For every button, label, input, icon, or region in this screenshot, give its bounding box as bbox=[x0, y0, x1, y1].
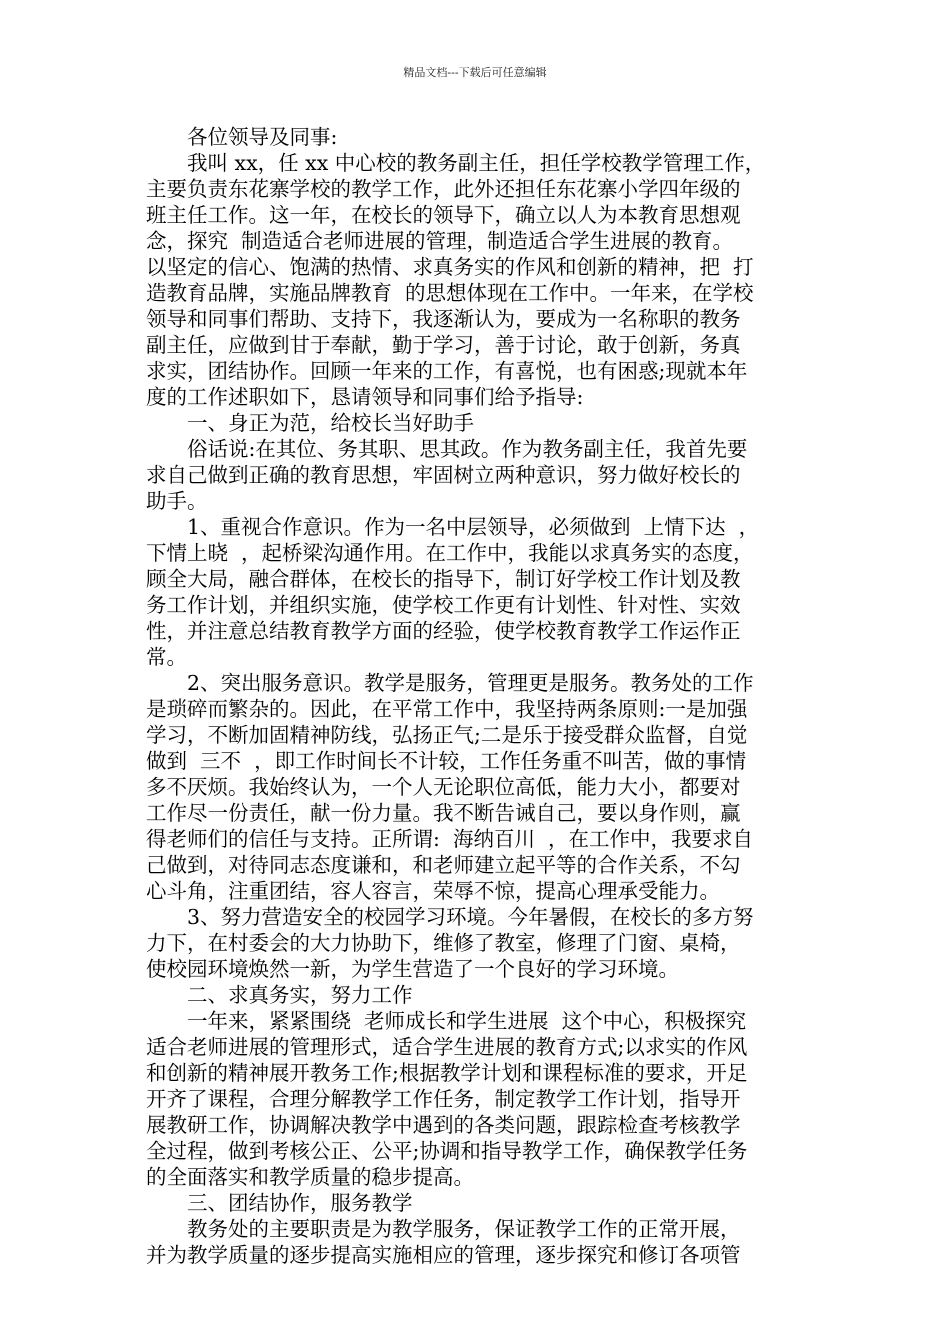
document-line: 力下，在村委会的大力协助下，维修了教室，修理了门窗、桌椅， bbox=[146, 931, 741, 955]
document-line: 3、努力营造安全的校园学习环境。今年暑假，在校长的多方努 bbox=[146, 905, 754, 929]
document-line: 主要负责东花寨学校的教学工作，此外还担任东花寨小学四年级的 bbox=[146, 177, 741, 201]
document-line: 副主任，应做到甘于奉献，勤于学习，善于讨论，敢于创新，务真 bbox=[146, 333, 741, 357]
document-line: 三、团结协作，服务教学 bbox=[146, 1191, 413, 1215]
document-line: 造教育品牌，实施品牌教育 的思想体现在工作中。一年来，在学校 bbox=[146, 281, 754, 305]
document-line: 念，探究 制造适合老师进展的管理，制造适合学生进展的教育。 bbox=[146, 229, 734, 253]
document-line: 1、重视合作意识。作为一名中层领导，必须做到 上情下达 ， bbox=[146, 515, 760, 539]
document-line: 各位领导及同事: bbox=[146, 125, 338, 149]
document-line: 的全面落实和教学质量的稳步提高。 bbox=[146, 1165, 474, 1189]
document-body bbox=[146, 124, 810, 1268]
document-line: 度的工作述职如下，恳请领导和同事们给予指导: bbox=[146, 385, 584, 409]
document-line: 工作尽一份责任，献一份力量。我不断告诫自己，要以身作则，赢 bbox=[146, 801, 741, 825]
document-line: 是琐碎而繁杂的。因此，在平常工作中，我坚持两条原则:一是加强 bbox=[146, 697, 748, 721]
document-line: 常。 bbox=[146, 645, 187, 669]
document-line: 做到 三不 ，即工作时间长不计较，工作任务重不叫苦，做的事情 bbox=[146, 749, 747, 773]
document-line: 性，并注意总结教育教学方面的经验，使学校教育教学工作运作正 bbox=[146, 619, 741, 643]
document-line: 一年来，紧紧围绕 老师成长和学生进展 这个中心，积极探究 bbox=[146, 1009, 747, 1033]
document-line: 顾全大局，融合群体，在校长的指导下，制订好学校工作计划及教 bbox=[146, 567, 741, 591]
document-line: 和创新的精神展开教务工作;根据教学计划和课程标准的要求，开足 bbox=[146, 1061, 748, 1085]
document-line: 求实，团结协作。回顾一年来的工作，有喜悦，也有困惑;现就本年 bbox=[146, 359, 748, 383]
document-line: 务工作计划，并组织实施，使学校工作更有计划性、针对性、实效 bbox=[146, 593, 741, 617]
document-line: 我叫 xx，任 xx 中心校的教务副主任，担任学校教学管理工作， bbox=[146, 151, 766, 175]
document-line: 全过程，做到考核公正、公平;协调和指导教学工作，确保教学任务 bbox=[146, 1139, 748, 1163]
document-line: 多不厌烦。我始终认为，一个人无论职位高低，能力大小，都要对 bbox=[146, 775, 741, 799]
document-line: 使校园环境焕然一新，为学生营造了一个良好的学习环境。 bbox=[146, 957, 679, 981]
document-line: 适合老师进展的管理形式，适合学生进展的教育方式;以求实的作风 bbox=[146, 1035, 748, 1059]
document-line: 得老师们的信任与支持。正所谓: 海纳百川 ，在工作中，我要求自 bbox=[146, 827, 753, 851]
document-line: 教务处的主要职责是为教学服务，保证教学工作的正常开展， bbox=[146, 1217, 741, 1241]
document-line: 二、求真务实，努力工作 bbox=[146, 983, 413, 1007]
document-line: 班主任工作。这一年，在校长的领导下，确立以人为本教育思想观 bbox=[146, 203, 741, 227]
document-line: 以坚定的信心、饱满的热情、求真务实的作风和创新的精神，把 打 bbox=[146, 255, 754, 279]
document-line: 己做到，对待同志态度谦和，和老师建立起平等的合作关系，不勾 bbox=[146, 853, 741, 877]
document-line: 领导和同事们帮助、支持下，我逐渐认为，要成为一名称职的教务 bbox=[146, 307, 741, 331]
document-line: 学习，不断加固精神防线，弘扬正气;二是乐于接受群众监督，自觉 bbox=[146, 723, 748, 747]
document-line: 开齐了课程，合理分解教学工作任务，制定教学工作计划，指导开 bbox=[146, 1087, 741, 1111]
document-line: 俗话说:在其位、务其职、思其政。作为教务副主任，我首先要 bbox=[146, 437, 748, 461]
document-line: 展教研工作，协调解决教学中遇到的各类问题，跟踪检查考核教学 bbox=[146, 1113, 741, 1137]
page-header-note: 精品文档---下载后可任意编辑 bbox=[403, 66, 547, 79]
document-line: 求自己做到正确的教育思想，牢固树立两种意识，努力做好校长的 bbox=[146, 463, 741, 487]
document-line: 助手。 bbox=[146, 489, 208, 513]
document-line: 下情上晓 ，起桥梁沟通作用。在工作中，我能以求真务实的态度， bbox=[146, 541, 754, 565]
document-line: 心斗角，注重团结，容人容言，荣辱不惊，提高心理承受能力。 bbox=[146, 879, 720, 903]
document-line: 2、突出服务意识。教学是服务，管理更是服务。教务处的工作 bbox=[146, 671, 754, 695]
document-line: 一、身正为范，给校长当好助手 bbox=[146, 411, 474, 435]
document-line: 并为教学质量的逐步提高实施相应的管理，逐步探究和修订各项管 bbox=[146, 1243, 741, 1267]
